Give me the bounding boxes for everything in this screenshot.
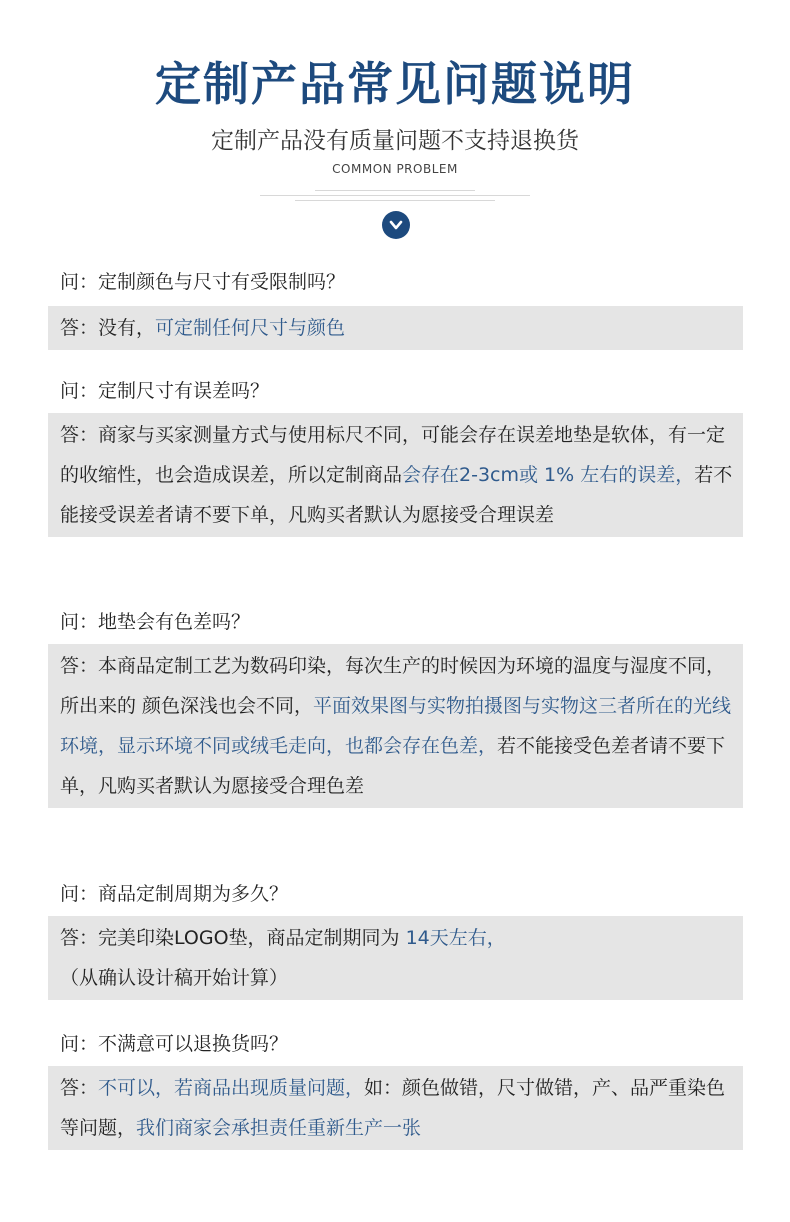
faq-question: 问：定制颜色与尺寸有受限制吗？ — [60, 271, 346, 293]
answer-text: 答：没有， — [60, 317, 156, 339]
answer-highlight: 我们商家会承担责任重新生产一张 — [136, 1117, 422, 1139]
answer-text: 若不能接受色差者请不要下单，凡购买者默认为愿接受合理色差 — [60, 735, 726, 797]
answer-highlight: 14天左右， — [405, 927, 506, 949]
page-subtitle: 定制产品没有质量问题不支持退换货 — [211, 128, 579, 154]
chevron-down-icon — [382, 211, 410, 239]
answer-text: 答： — [60, 1077, 99, 1099]
answer-highlight: 平面效果图与实物拍摄图与实物这三者所在的光线环境，显示环境不同或绒毛走向，也都会存在色差， — [60, 695, 732, 757]
faq-question: 问：不满意可以退换货吗？ — [60, 1033, 289, 1055]
faq-answer — [48, 644, 743, 808]
faq-answer — [48, 306, 743, 350]
faq-item — [48, 880, 743, 1000]
faq-item — [48, 377, 743, 537]
faq-question: 问：商品定制周期为多久？ — [60, 883, 289, 905]
faq-answer — [48, 1066, 743, 1150]
faq-answer — [48, 916, 743, 1000]
answer-text: 答：完美印染LOGO垫，商品定制期同为 — [60, 927, 406, 949]
answer-text: 若不能接受误差者请不要下单，凡购买者默认为愿接受合理误差 — [60, 464, 733, 526]
answer-text: 如：颜色做错，尺寸做错，产、品严重染色等问题， — [60, 1077, 726, 1139]
answer-highlight: 会存在2-3cm或 1% 左右的误差， — [402, 464, 695, 486]
answer-text: 答：商家与买家测量方式与使用标尺不同，可能会存在误差地垫是软体，有一定的收缩性，也会造成误差，所以定制商品 — [60, 424, 726, 486]
faq-question: 问：地垫会有色差吗？ — [60, 611, 251, 633]
answer-text: 答：本商品定制工艺为数码印染，每次生产的时候因为环境的温度与湿度不同，所出来的 颜色深浅也会不同， — [60, 655, 726, 717]
faq-item — [48, 1030, 743, 1150]
faq-item — [48, 268, 743, 350]
faq-answer — [48, 413, 743, 537]
page-subtitle-en: COMMON PROBLEM — [332, 162, 458, 176]
answer-highlight: 可定制任何尺寸与颜色 — [155, 317, 346, 339]
answer-text: （从确认设计稿开始计算） — [60, 967, 289, 989]
faq-question: 问：定制尺寸有误差吗？ — [60, 380, 270, 402]
faq-item — [48, 608, 743, 808]
decorative-lines — [260, 186, 530, 206]
page-title: 定制产品常见问题说明 — [155, 57, 635, 111]
answer-highlight: 不可以，若商品出现质量问题， — [98, 1077, 365, 1099]
